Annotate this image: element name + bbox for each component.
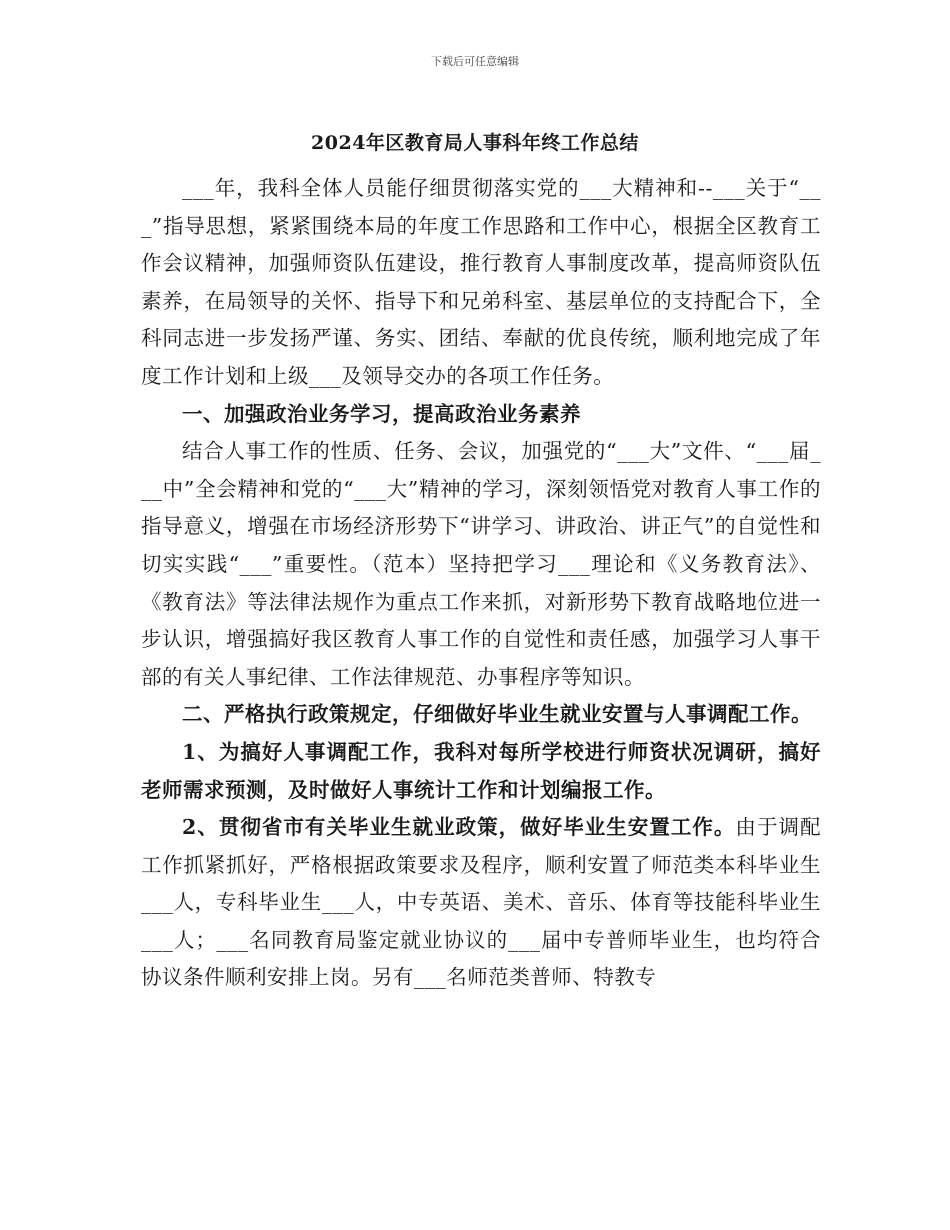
- paragraph-item-1: 1、为搞好人事调配工作，我科对每所学校进行师资状况调研，搞好老师需求预测，及时做好人事统计工作和计划编报工作。: [141, 739, 821, 802]
- section-heading-1: 一、加强政治业务学习，提高政治业务素养: [182, 401, 581, 426]
- section-heading-2: 二、严格执行政策规定，仔细做好毕业生就业安置与人事调配工作。: [182, 702, 812, 727]
- document-body: [141, 170, 821, 997]
- paragraph-item-2: [141, 809, 821, 997]
- paragraph-item-2-text: 由于调配工作抓紧抓好，严格根据政策要求及程序，顺利安置了师范类本科毕业生___人，专科毕业生___人，中专英语、美术、音乐、体育等技能科毕业生___人；___名同教育局鉴定就业协议的___届中专普师毕业生，也均符合协议条件顺利安排上岗。另有___名师范类普师、特教专: [141, 815, 821, 990]
- paragraph-item-2-lead: 2、贯彻省市有关毕业生就业政策，做好毕业生安置工作。: [182, 815, 736, 840]
- paragraph-section-1: 结合人事工作的性质、任务、会议，加强党的“___大”文件、“___届___中”全会精神和党的“___大”精神的学习，深刻领悟党对教育人事工作的指导意义，增强在市场经济形势下“讲学习、讲政治、讲正气”的自觉性和切实实践“___”重要性。（范本）坚持把学习___理论和《义务教育法》、《教育法》等法律法规作为重点工作来抓，对新形势下教育战略地位进一步认识，增强搞好我区教育人事工作的自觉性和责任感，加强学习人事干部的有关人事纪律、工作法律规范、办事程序等知识。: [141, 439, 821, 689]
- header-note: 下载后可任意编辑: [431, 55, 519, 68]
- paragraph-intro: ___年，我科全体人员能仔细贯彻落实党的___大精神和--___关于“___”指导思想，紧紧围绕本局的年度工作思路和工作中心，根据全区教育工作会议精神，加强师资队伍建设，推行教育人事制度改革，提高师资队伍素养，在局领导的关怀、指导下和兄弟科室、基层单位的支持配合下，全科同志进一步发扬严谨、务实、团结、奉献的优良传统，顺利地完成了年度工作计划和上级___及领导交办的各项工作任务。: [141, 176, 821, 388]
- document-title: 2024年区教育局人事科年终工作总结: [311, 132, 639, 154]
